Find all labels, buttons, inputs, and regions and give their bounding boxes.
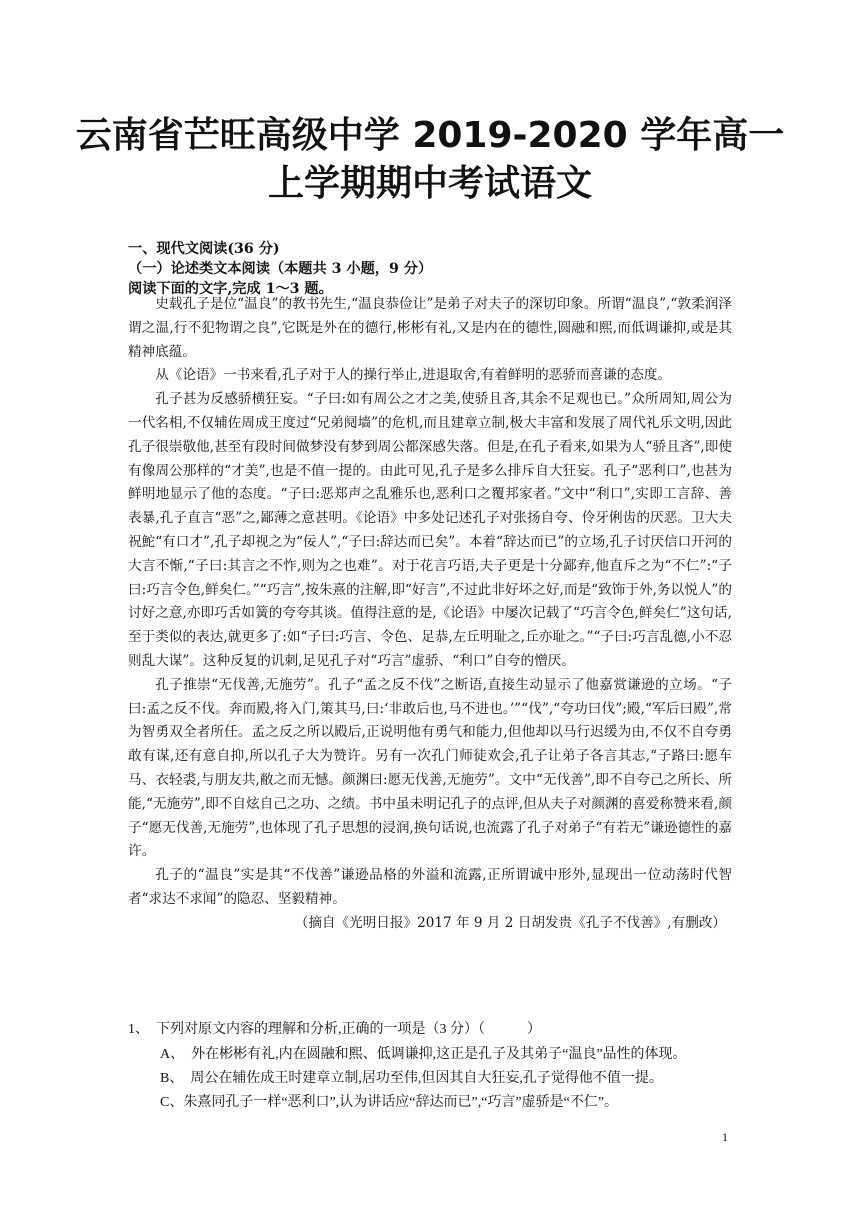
page-number: 1 xyxy=(722,1130,728,1144)
document-title-line-2: 上学期期中考试语文 xyxy=(267,163,592,204)
option-a: A、 外在彬彬有礼,内在圆融和熙、低调谦抑,这正是孔子及其弟子“温良”品性的体现。 xyxy=(160,1047,687,1062)
paragraph: 从《论语》一书来看,孔子对于人的操行举止,进退取舍,有着鲜明的恶骄而喜谦的态度。 xyxy=(155,367,672,384)
option-c: C、朱熹同孔子一样“恶利口”,认为讲话应“辞达而已”,“巧言”虚骄是“不仁”。 xyxy=(160,1095,619,1110)
instruction: 阅读下面的文字,完成 1～3 题。 xyxy=(128,281,333,297)
subsection-heading: （一）论述类文本阅读（本题共 3 小题，9 分） xyxy=(128,261,433,277)
passage xyxy=(128,293,732,936)
paragraph: 孔子推崇“无伐善,无施劳”。孔子“孟之反不伐”之断语,直接生动显示了他嘉赏谦逊的立场。“子曰:孟之反不伐。奔而殿,将入门,策其马,曰:‘非敢后也,马不进也。’”“伐”,“夸功曰伐”;殿,“军后曰殿”,常为智勇双全者所任。孟之反之所以殿后,正说明他有勇气和能力,但他却以马行迟缓为由,不仅不自夸勇敢有谋,还有意自抑,所以孔子大为赞许。另有一次孔门师徒欢会,孔子让弟子各言其志,“子路曰:愿车马、衣轻裘,与朋友共,敝之而无憾。颜渊曰:愿无伐善,无施劳”。文中“无伐善”,即不自夸己之所长、所能,“无施劳”,即不自炫自己之功、之绩。书中虽未明记孔子的点评,但从夫子对颜渊的喜爱称赞来看,颜子“愿无伐善,无施劳”,也体现了孔子思想的浸润,换句话说,也流露了孔子对弟子“有若无”谦逊德性的嘉许。 xyxy=(128,676,732,860)
paragraph: 孔子甚为反感骄横狂妄。“子曰:如有周公之才之美,使骄且吝,其余不足观也已。”众所周知,周公为一代名相,不仅辅佐周成王度过“兄弟阋墙”的危机,而且建章立制,极大丰富和发展了周代礼乐文明,因此孔子很崇敬他,甚至有段时间做梦没有梦到周公都深感失落。但是,在孔子看来,如果为人“骄且吝”,即使有像周公那样的“才美”,也是不值一提的。由此可见,孔子是多么排斥自大狂妄。孔子“恶利口”,也甚为鲜明地显示了他的态度。“子曰:恶郑声之乱雅乐也,恶利口之覆邦家者。”文中“利口”,实即工言辞、善表暴,孔子直言“恶”之,鄙薄之意甚明。《论语》中多处记述孔子对张扬自夸、伶牙俐齿的厌恶。卫大夫祝鮀“有口才”,孔子却视之为“佞人”,“子曰:辞达而已矣”。本着“辞达而已”的立场,孔子讨厌信口开河的大言不惭,“子曰:其言之不怍,则为之也难”。对于花言巧语,夫子更是十分鄙弃,他直斥之为“不仁”:“子曰:巧言令色,鲜矣仁。”“巧言”,按朱熹的注解,即“好言”,不过此非好坏之好,而是“致饰于外,务以悦人”的讨好之意,亦即巧舌如簧的夸夸其谈。值得注意的是,《论语》中屡次记载了“巧言令色,鲜矣仁”这句话,至于类似的表达,就更多了:如“子曰:巧言、令色、足恭,左丘明耻之,丘亦耻之。”“子曰:巧言乱德,小不忍则乱大谋”。这种反复的讥刺,足见孔子对“巧言”虚骄、“利口”自夸的憎厌。 xyxy=(128,391,732,669)
question-1: 1、 下列对原文内容的理解和分析,正确的一项是（3 分）（ ） xyxy=(128,1022,541,1037)
source-citation: （摘自《光明日报》2017 年 9 月 2 日胡发贵《孔子不伐善》,有删改） xyxy=(294,914,726,931)
section-heading: 一、现代文阅读(36 分) xyxy=(128,241,280,257)
document-title-line-1: 云南省芒旺高级中学 2019-2020 学年高一 xyxy=(75,115,785,156)
paragraph: 孔子的“温良”实是其“不伐善”谦逊品格的外溢和流露,正所谓诚中形外,显现出一位动荡时代智者“求达不求闻”的隐忍、坚毅精神。 xyxy=(128,867,732,907)
paragraph: 史载孔子是位“温良”的教书先生,“温良恭俭让”是弟子对夫子的深切印象。所谓“温良”,“敦柔润泽谓之温,行不犯物谓之良”,它既是外在的德行,彬彬有礼,又是内在的德性,圆融和熙,而低调谦抑,或是其精神底蕴。 xyxy=(128,296,732,360)
option-b: B、 周公在辅佐成王时建章立制,居功至伟,但因其自大狂妄,孔子觉得他不值一提。 xyxy=(160,1071,663,1086)
